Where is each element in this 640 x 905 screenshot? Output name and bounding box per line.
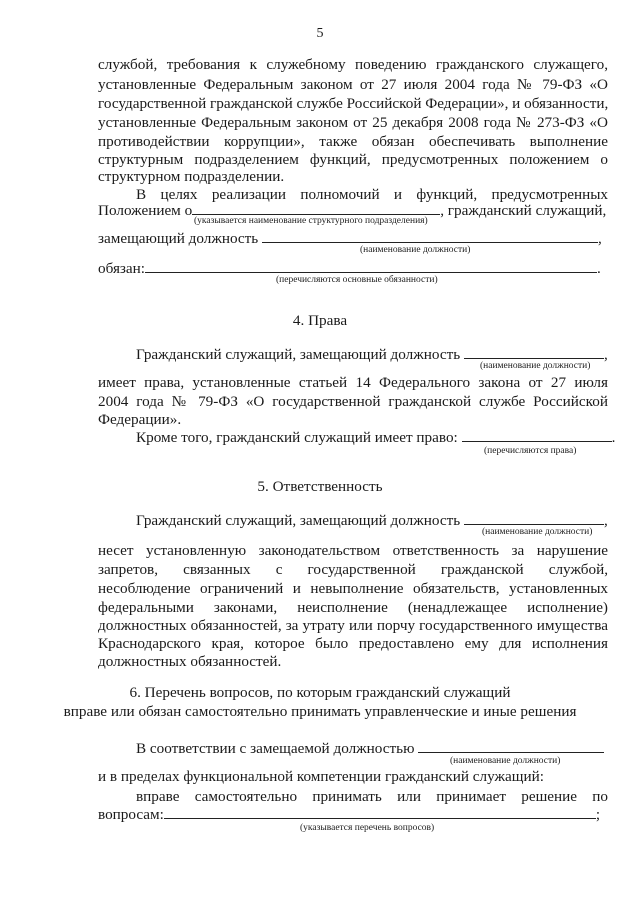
- text-line: запретов, связанных с государственной гражданской службой,: [98, 561, 608, 578]
- text-fragment: , гражданский служащий,: [440, 202, 607, 219]
- blank-field: [462, 429, 612, 442]
- field-note: (перечисляются основные обязанности): [276, 275, 438, 285]
- page-number: 5: [316, 26, 324, 41]
- text-line: службой, требования к служебному поведению гражданского служащего,: [98, 56, 608, 73]
- text-fragment: Кроме того, гражданский служащий имеет право:: [136, 429, 458, 446]
- text-line: противодействии коррупции», также обязан обеспечивать выполнение: [98, 133, 608, 150]
- text-line: вправе самостоятельно принимать или принимает решение по: [136, 788, 608, 805]
- field-note: (указывается наименование структурного подразделения): [194, 216, 428, 226]
- field-note: (наименование должности): [450, 756, 561, 766]
- text-line: должностных обязанностей.: [98, 653, 282, 670]
- text-line: Кроме того, гражданский служащий имеет право: .: [136, 429, 616, 446]
- field-note: (наименование должности): [360, 245, 471, 255]
- field-note: (перечисляются права): [484, 446, 577, 456]
- text-fragment: Положением о: [98, 202, 193, 219]
- blank-field: [464, 512, 604, 525]
- blank-field: [145, 260, 597, 273]
- text-line: Гражданский служащий, замещающий должность ,: [136, 346, 608, 363]
- field-note: (наименование должности): [480, 361, 591, 371]
- text-fragment: вопросам:: [98, 806, 164, 823]
- text-line: [136, 740, 608, 757]
- section-heading: вправе или обязан самостоятельно принимать управленческие и иные решения: [63, 703, 577, 720]
- text-line: Гражданский служащий, замещающий должность ,: [136, 512, 608, 529]
- section-heading: 5. Ответственность: [257, 478, 383, 495]
- text-fragment: обязан:: [98, 260, 146, 277]
- text-line: государственной гражданской службе Российской Федерации», и обязанности,: [98, 95, 609, 112]
- text-line: имеет права, установленные статьей 14 Федерального закона от 27 июля: [98, 374, 608, 391]
- text-line: несет установленную законодательством ответственность за нарушение: [98, 542, 608, 559]
- section-heading: 4. Права: [292, 312, 348, 329]
- blank-field: [418, 740, 604, 753]
- field-note: (наименование должности): [482, 527, 593, 537]
- text-line: 2004 года № 79-ФЗ «О государственной гражданской службе Российской: [98, 393, 608, 410]
- text-line: федеральными законами, неисполнение (ненадлежащее исполнение): [98, 599, 608, 616]
- text-line: несоблюдение ограничений и невыполнение обязательств, установленных: [98, 580, 608, 597]
- field-note: (указывается перечень вопросов): [300, 823, 435, 833]
- blank-field: [464, 346, 604, 359]
- text-line: установленные Федеральным законом от 25 декабря 2008 года № 273-ФЗ «О: [98, 114, 608, 131]
- text-line: вопросам: ;: [98, 806, 601, 823]
- text-line: должностных обязанностей, за утрату или порчу государственного имущества: [98, 617, 608, 634]
- text-fragment: замещающий должность: [98, 230, 259, 247]
- text-line: и в пределах функциональной компетенции гражданский служащий:: [98, 768, 544, 785]
- text-line: Краснодарского края, которое было предоставлено ему для исполнения: [98, 635, 608, 652]
- blank-field: [262, 230, 598, 243]
- blank-field: [192, 202, 440, 215]
- text-line: структурном подразделении.: [98, 168, 285, 185]
- text-fragment: Гражданский служащий, замещающий должность: [136, 346, 461, 363]
- section-heading: 6. Перечень вопросов, по которым гражданский служащий: [129, 684, 511, 701]
- text-line: В целях реализации полномочий и функций, предусмотренных: [136, 186, 608, 203]
- text-line: установленные Федеральным законом от 27 июля 2004 года № 79-ФЗ «О: [98, 76, 608, 93]
- text-fragment: В соответствии с замещаемой должностью: [136, 740, 415, 757]
- text-line: Федерации».: [98, 411, 182, 428]
- text-line: структурным подразделением функций, предусмотренных положением о: [98, 151, 608, 168]
- text-line: замещающий должность ,: [98, 230, 602, 247]
- blank-field: [164, 806, 596, 819]
- text-line: обязан: .: [98, 260, 601, 277]
- text-fragment: Гражданский служащий, замещающий должность: [136, 512, 461, 529]
